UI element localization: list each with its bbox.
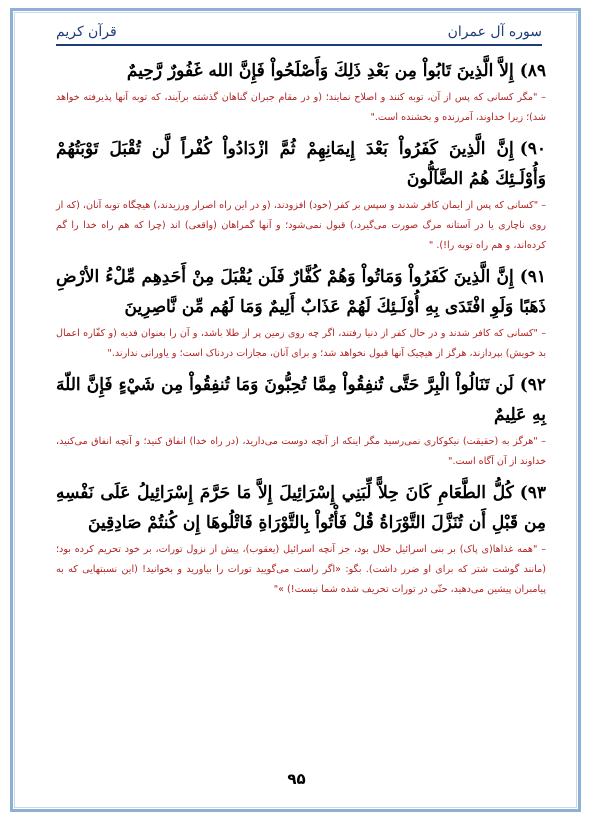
surah-name: سوره آل عمران (447, 24, 542, 40)
verse-arabic: إِلاَّ الَّذِينَ تَابُواْ مِن بَعْدِ ذَلِكَ وَأَصْلَحُواْ فَإِنَّ الله غَفُورٌ رَّحِيمٌ (126, 61, 514, 81)
verse-number: ۹۲) (519, 375, 546, 395)
book-name: قرآن کریم (56, 24, 117, 40)
verse-92-translation: – "هرگز به (حقیقت) نیکوکاری نمی‌رسید مگر اینکه از آنچه دوست می‌دارید، (در راه خدا) انفاق کنید؛ و آنچه انفاق می‌کنید، خداوند از آن آگاه است." (56, 436, 546, 467)
header-divider (56, 44, 542, 46)
page-header (56, 18, 542, 46)
verse-arabic: لَن تَنَالُواْ الْبِرَّ حَتَّى تُنفِقُواْ مِمَّا تُحِبُّونَ وَمَا تُنفِقُواْ مِن شَيْءٍ فَإِنَّ اللّهَ بِهِ عَلِيمٌ (56, 375, 546, 425)
verse-number: ۸۹) (519, 61, 546, 81)
verse-number: ۹۱) (519, 267, 546, 287)
verse-90-translation: – "کسانی که پس از ایمان کافر شدند و سپس بر کفر (خود) افزودند، (و در این راه اصرار ورزیدند،) هیچگاه توبه آنان، (که از روی ناچاری یا در آستانه مرگ صورت می‌گیرد،) قبول نمی‌شود؛ و آنها گمراهان (واقعی) اند (چرا که هم راه خدا را گم کرده‌اند، و هم راه توبه را!). " (56, 200, 546, 251)
verse-93 (56, 478, 546, 538)
verse-arabic: إِنَّ الَّذِينَ كَفَرُواْ وَمَاتُواْ وَهُمْ كُفَّارٌ فَلَن يُقْبَلَ مِنْ أَحَدِهِم مِّلْءُ الأرْضِ ذَهَبًا وَلَوِ افْتَدَى بِهِ أُوْلَـئِكَ لَهُمْ عَذَابٌ أَلِيمٌ وَمَا لَهُم مِّن نَّاصِرِينَ (56, 267, 546, 317)
page-number: ۹۵ (287, 770, 306, 788)
verse-number: ۹۰) (519, 139, 546, 159)
verse-arabic: كُلُّ الطَّعَامِ كَانَ حِلاًّ لِّبَنِي إِسْرَائِيلَ إِلاَّ مَا حَرَّمَ إِسْرَائِيلُ عَلَى نَفْسِهِ مِن قَبْلِ أَن تُنَزَّلَ التَّوْرَاةُ قُلْ فَأْتُواْ بِالتَّوْرَاةِ فَاتْلُوهَا إِن كُنتُمْ صَادِقِينَ (56, 483, 546, 533)
verse-90 (56, 134, 546, 194)
verse-89 (56, 56, 546, 86)
verse-91-translation: – "کسانی که کافر شدند و در حال کفر از دنیا رفتند، اگر چه روی زمین پر از طلا باشد، و آن را بعنوان فدیه (و کفّاره اعمال بد خویش) بپردازند، هرگز از هیچیک آنها قبول نخواهد شد؛ و برای آنان، مجازات دردناک است؛ و یاورانی ندارند." (56, 328, 546, 359)
verse-arabic: إِنَّ الَّذِينَ كَفَرُواْ بَعْدَ إِيمَانِهِمْ ثُمَّ ازْدَادُواْ كُفْراً لَّن تُقْبَلَ تَوْبَتُهُمْ وَأُوْلَـئِكَ هُمُ الضَّآلُّونَ (56, 139, 546, 189)
verses-content (56, 56, 546, 606)
verse-92 (56, 370, 546, 430)
verse-91 (56, 262, 546, 322)
verse-93-translation: – "همه غذاها(ی پاک) بر بنی اسرائیل حلال بود، جز آنچه اسرائیل (یعقوب)، پیش از نزول تورات، بر خود تحریم کرده بود؛ (مانند گوشت شتر که برای او ضرر داشت). بگو: «اگر راست می‌گویید تورات را بیاورید و بخوانید! (این نسبتهایی که به پیامبران پیشین می‌دهید، حتّی در تورات تحریف شده شما نیست!) »" (56, 544, 546, 595)
verse-89-translation: – "مگر کسانی که پس از آن، توبه کنند و اصلاح نمایند؛ (و در مقام جبران گناهان گذشته برآیند، که توبه آنها پذیرفته خواهد شد)؛ زیرا خداوند، آمرزنده و بخشنده است." (56, 92, 546, 123)
verse-number: ۹۳) (519, 483, 546, 503)
